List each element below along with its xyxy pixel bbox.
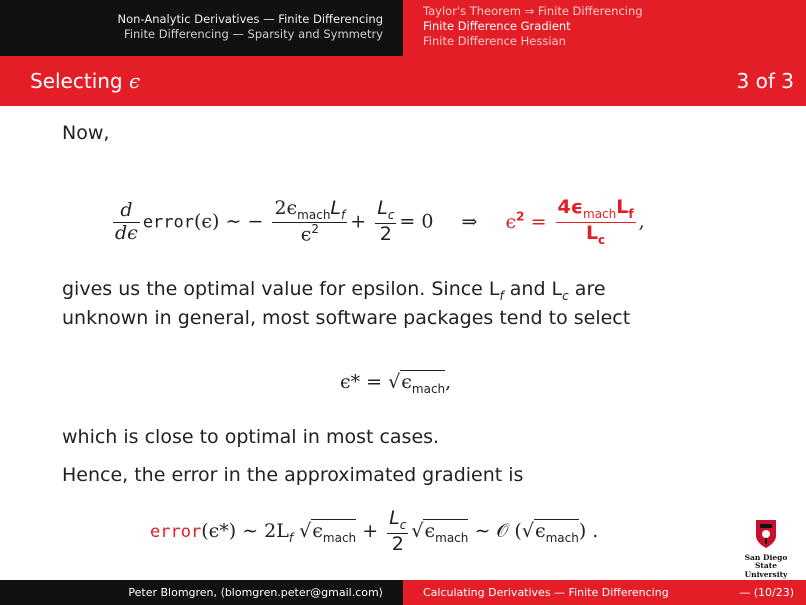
para1-a: gives us the optimal value for epsilon. Since L [62,278,500,300]
frame-title-symbol: ϵ [128,69,141,93]
eq3-mach2: mach [435,531,469,546]
footer-page-number: — (10/23) [739,586,794,599]
eq2-comma: , [445,371,452,393]
para1-b: and L [503,278,563,300]
eq1-sim: (ϵ) ∼ − [194,210,264,233]
eq1-eps-den: ϵ [300,223,312,246]
eq1-result-lc: L [585,221,599,244]
eq1-eq0: = 0 [399,210,434,233]
eq1-lc: L [377,197,388,220]
frame-page-counter: 3 of 3 [736,69,794,93]
eq1-two-den: 2 [379,222,392,245]
frame-title-text: Selecting [30,69,129,93]
eq1-implies: ⇒ [461,210,478,233]
logo-line1: San Diego State [744,553,788,571]
eq3-eps2: ϵ [424,520,436,543]
shield-icon [753,518,779,550]
footer-author[interactable]: Peter Blomgren, ⟨blomgren.peter@gmail.com⟩ [128,586,383,599]
footer-bar [0,580,806,605]
paragraph-gives [62,278,606,303]
eq3-plus: + [362,520,379,543]
section-link-next[interactable]: Finite Differencing — Sparsity and Symmetry [124,27,383,41]
eq3-arg: (ϵ*) ∼ 2L [201,520,289,543]
eq1-result-mach: mach [583,206,617,221]
eq1-deps: dϵ [115,221,138,244]
frac-lc-2-eq3 [387,508,408,555]
eq3-lc: L [389,507,400,529]
eq2-lhs: ϵ* = √ [340,371,401,393]
section-navigation [0,0,806,56]
eq3-sim-o: ∼ 𝒪 (√ [474,520,534,543]
footer-author-box [0,580,403,605]
para1-f: f [499,288,504,303]
eq3-mach1: mach [322,531,357,546]
eq1-comma: , [638,210,645,233]
frac-lc-2 [375,198,396,245]
subsection-link-gradient[interactable]: Finite Difference Gradient [423,19,571,33]
frac-d-deps [113,200,140,245]
eq1-c: c [387,208,395,223]
paragraph-close-optimal: which is close to optimal in most cases. [62,426,440,448]
text-now: Now, [62,122,110,144]
eq3-eps1: ϵ [312,520,323,543]
university-logo [735,518,797,579]
eq1-lf: L [330,196,342,219]
eq2-mach: mach [411,381,446,396]
subsection-nav [403,0,806,56]
eq2-eps: ϵ [401,371,412,393]
eq3-mach3: mach [545,531,579,546]
eq1-result-c: c [598,232,606,247]
eq1-result-f: f [628,206,634,221]
eq1-2eps: 2ϵ [274,196,298,219]
eq1-error-fn: error [142,212,194,233]
subsection-link-hessian[interactable]: Finite Difference Hessian [423,34,566,48]
eq3-f: f [288,531,294,546]
subsection-link-taylor[interactable]: Taylor's Theorem ⇒ Finite Differencing [423,4,643,18]
eq3-tail: ) . [578,520,599,543]
section-nav-left [0,0,403,56]
footer-title-box [403,580,806,605]
eq1-result-lf: L [616,196,629,218]
frame-title-bar [0,56,806,106]
section-link-current[interactable]: Non-Analytic Derivatives — Finite Differencing [117,12,383,26]
eq1-plus: + [350,210,367,233]
eq1-result-two: 2 [516,209,525,224]
frac-2eps-lf [272,198,347,247]
eq1-mach: mach [297,207,331,222]
frame-title [30,69,140,93]
eq3-c: c [399,517,407,532]
eq1-eps-result: ϵ [505,210,517,233]
footer-title[interactable]: Calculating Derivatives — Finite Differencing [423,586,669,599]
eq1-result-eq: = [530,210,547,233]
para1-d: are [568,278,606,300]
frac-result [556,197,636,247]
paragraph-unknown: unknown in general, most software packages tend to select [62,307,631,329]
para1-c: c [562,288,569,303]
eq1-four-eps: 4ϵ [557,196,583,218]
eq1-f: f [341,207,346,222]
eq1-d: d [120,198,133,221]
eq3-eps3: ϵ [534,520,546,543]
eq3-sqrt2: √ [411,520,424,543]
eq3-two: 2 [391,532,404,555]
paragraph-hence: Hence, the error in the approximated gradient is [62,464,524,486]
eq1-two: 2 [311,222,319,237]
logo-line2: University [744,569,788,579]
eq3-sqrt1: √ [299,520,312,543]
eq3-error: error [150,522,202,543]
